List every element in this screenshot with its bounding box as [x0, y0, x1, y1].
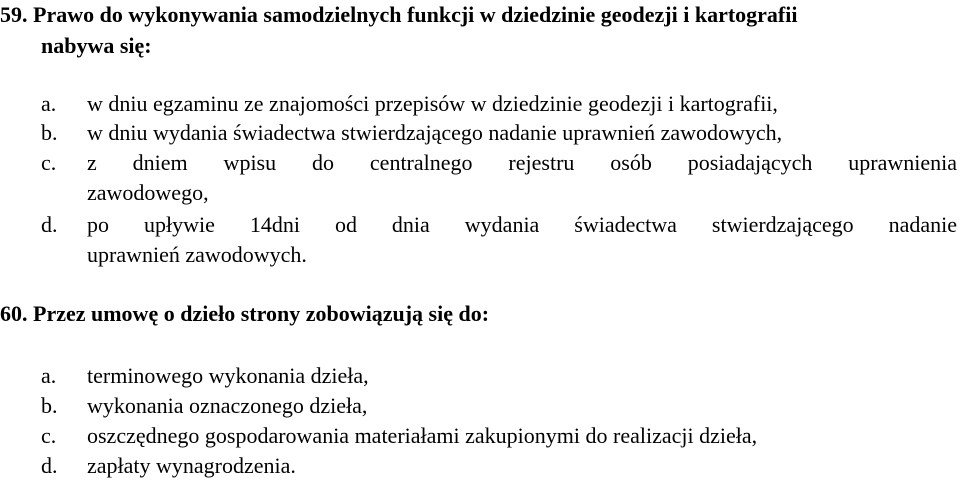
question-60-title	[0, 299, 489, 329]
answer-text-line-2: zawodowego,	[87, 180, 209, 205]
answer-59-a	[41, 89, 957, 119]
answer-text: w dniu egzaminu ze znajomości przepisów w dziedzinie geodezji i kartografii,	[87, 91, 778, 116]
answer-letter: b.	[41, 393, 58, 418]
answer-text: terminowego wykonania dzieła,	[87, 363, 369, 388]
answer-text: wykonania oznaczonego dzieła,	[87, 393, 368, 418]
question-number: 60.	[0, 301, 28, 326]
answer-text: zapłaty wynagrodzenia.	[87, 453, 296, 478]
answer-text: oszczędnego gospodarowania materiałami zakupionymi do realizacji dzieła,	[87, 423, 758, 448]
answer-60-b	[41, 391, 957, 421]
answer-59-b	[41, 118, 957, 148]
question-59-title-continuation: nabywa się:	[41, 33, 152, 58]
answer-text-line-1: po upływie 14dni od dnia wydania świadectwa stwierdzającego nadanie	[87, 212, 957, 237]
answer-letter: b.	[41, 120, 58, 145]
question-title-text: Prawo do wykonywania samodzielnych funkcji w dziedzinie geodezji i kartografii	[33, 2, 798, 27]
answer-60-a	[41, 361, 957, 391]
answer-letter: a.	[41, 91, 57, 116]
answer-text-line-2: uprawnień zawodowych.	[87, 242, 307, 267]
answer-letter: d.	[41, 453, 58, 478]
answer-letter: c.	[41, 423, 57, 448]
answer-59-d	[41, 210, 957, 270]
answer-text: w dniu wydania świadectwa stwierdzającego nadanie uprawnień zawodowych,	[87, 120, 783, 145]
question-59-title	[0, 0, 797, 30]
answer-text-line-1: z dniem wpisu do centralnego rejestru osób posiadających uprawnienia	[87, 150, 957, 175]
answer-letter: d.	[41, 212, 58, 237]
answer-letter: a.	[41, 363, 57, 388]
answer-60-c	[41, 421, 957, 451]
question-number: 59.	[0, 2, 28, 27]
answer-60-d	[41, 451, 957, 481]
answer-59-c	[41, 148, 957, 208]
question-title-text: Przez umowę o dzieło strony zobowiązują się do:	[33, 301, 490, 326]
answer-letter: c.	[41, 150, 57, 175]
